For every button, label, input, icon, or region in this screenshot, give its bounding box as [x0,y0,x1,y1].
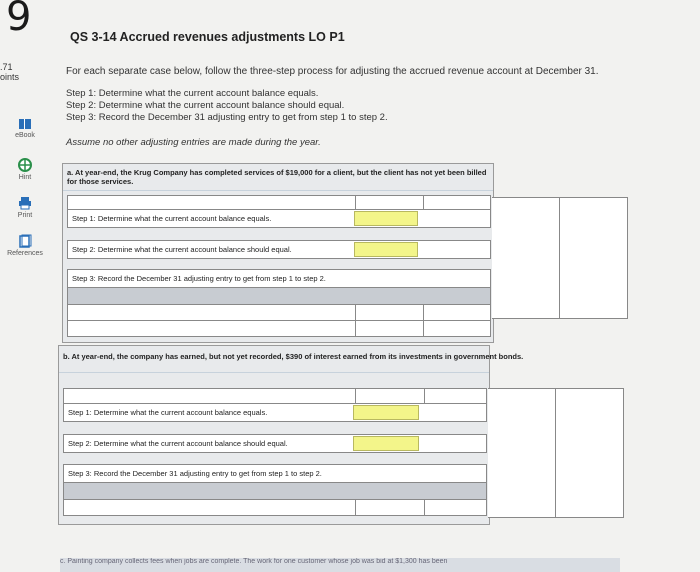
case-a-step3-row [67,269,491,288]
case-a-step3-label: Step 3: Record the December 31 adjusting entry to get from step 1 to step 2. [72,274,326,283]
case-b-step1-row [63,403,487,422]
case-a-step2-row [67,240,491,259]
case-b-right-col [488,388,624,518]
col-divider [355,305,356,320]
divider [63,190,493,191]
case-a-right-col [492,197,628,319]
case-a-step1-input[interactable] [354,211,418,226]
case-b-journal-row-1[interactable] [63,499,487,516]
points-value: .71 [0,62,13,72]
case-a-step2-label: Step 2: Determine what the current account balance should equal. [72,245,292,254]
sidebar-ebook[interactable] [0,118,50,139]
case-b-journal-header [63,482,487,500]
question-number: 9 [6,0,32,40]
question-title: QS 3-14 Accrued revenues adjustments LO P1 [70,30,345,44]
col-divider [424,389,425,404]
case-a-panel [62,163,494,343]
col-divider [355,321,356,336]
hint-icon [18,158,32,172]
sidebar-hint[interactable] [0,158,50,181]
case-a-journal-row-1[interactable] [67,304,491,321]
case-a-step2-input[interactable] [354,242,418,257]
col-divider [423,321,424,336]
col-divider [423,305,424,320]
case-a-journal-row-2[interactable] [67,320,491,337]
case-b-panel [58,345,524,525]
col-divider [559,198,560,318]
case-b-step2-label: Step 2: Determine what the current account balance should equal. [68,439,288,448]
col-divider [555,389,556,517]
sidebar-references-label: References [7,250,43,257]
case-b-step2-input[interactable] [353,436,419,451]
step-1-text: Step 1: Determine what the current account balance equals. [66,88,319,99]
sidebar-print-label: Print [17,212,33,219]
step-3-text: Step 3: Record the December 31 adjusting entry to get from step 1 to step 2. [66,112,388,123]
step-2-text: Step 2: Determine what the current account balance should equal. [66,100,345,111]
case-b-text: b. At year-end, the company has earned, but not yet recorded, $390 of interest earned from its investments in government bonds. [63,352,524,361]
sidebar-references[interactable] [0,234,50,257]
sidebar-hint-label: Hint [18,174,32,181]
case-b-step3-label: Step 3: Record the December 31 adjusting entry to get from step 1 to step 2. [68,469,322,478]
book-icon [18,118,32,130]
printer-icon [18,196,32,210]
case-b-step1-label: Step 1: Determine what the current account balance equals. [68,408,268,417]
case-a-step1-label: Step 1: Determine what the current account balance equals. [72,214,272,223]
steps-list [66,88,388,124]
sidebar-ebook-label: eBook [15,132,35,139]
divider [59,372,489,373]
case-b-step1-input[interactable] [353,405,419,420]
case-c-text-partial: c. Painting company collects fees when jobs are complete. The work for one customer whose job was bid at $1,300 has been [60,558,620,572]
case-a-journal-header [67,287,491,305]
case-a-text: a. At year-end, the Krug Company has completed services of $19,000 for a client, but the client has not yet been billed for those services. [67,168,487,186]
assume-text: Assume no other adjusting entries are made during the year. [66,137,321,148]
instruction-text: For each separate case below, follow the three-step process for adjusting the accrued revenue account at December 31. [66,66,599,77]
points-info [0,62,19,82]
references-icon [18,234,32,248]
points-label: oints [0,72,20,82]
case-a-step1-row [67,209,491,228]
case-b-step2-row [63,434,487,453]
col-divider [355,500,356,515]
col-divider [355,389,356,404]
col-divider [424,500,425,515]
sidebar-print[interactable] [0,196,50,219]
case-b-step3-row [63,464,487,483]
